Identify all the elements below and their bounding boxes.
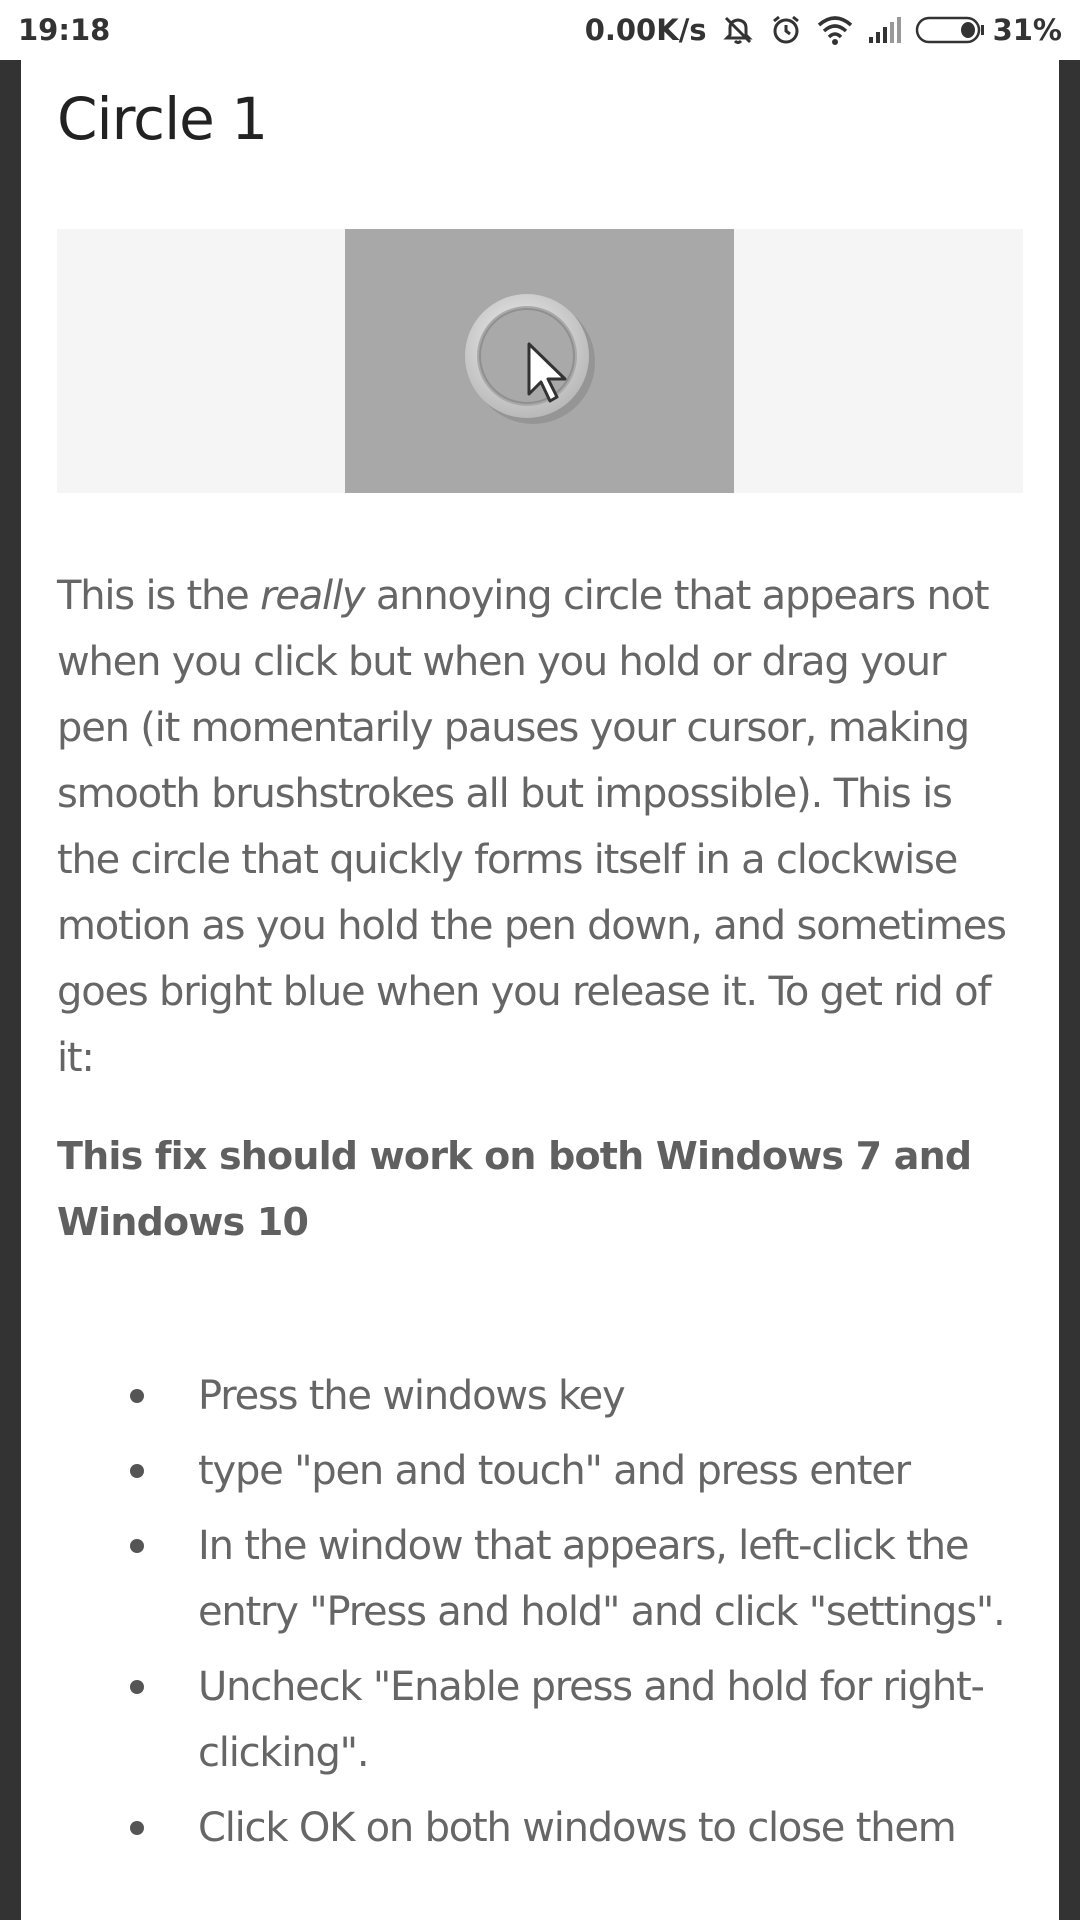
intro-text-before: This is the (57, 573, 261, 619)
press-hold-circle-image (345, 229, 734, 493)
intro-emphasis: really (260, 573, 365, 619)
alarm-icon (769, 13, 803, 47)
list-item: type "pen and touch" and press enter (57, 1438, 1023, 1504)
list-item: Click OK on both windows to close them (57, 1795, 1023, 1861)
status-bar (0, 0, 1080, 60)
status-icons (585, 13, 1062, 47)
signal-icon (867, 15, 901, 45)
fix-steps-list (57, 1363, 1023, 1870)
wifi-icon (817, 14, 853, 46)
section-heading: Circle 1 (57, 85, 268, 153)
status-time: 19:18 (18, 13, 111, 47)
battery-percent: 31% (992, 13, 1062, 47)
list-item: Press the windows key (57, 1363, 1023, 1429)
battery (915, 13, 1062, 47)
compatibility-note: This fix should work on both Windows 7 and Windows 10 (57, 1134, 972, 1244)
article-figure (57, 229, 1023, 493)
list-item: In the window that appears, left-click the entry "Press and hold" and click "settings". (57, 1513, 1023, 1645)
intro-text-after: annoying circle that appears not when you click but when you hold or drag your pen (it momentarily pauses your cursor, making smooth brushstrokes all but impossible). This is the circle that quickly forms itself in a clockwise motion as you hold the pen down, and sometimes goes bright blue when you release it. To get rid of it: (57, 573, 1006, 1081)
battery-icon (915, 15, 985, 45)
article-page (21, 60, 1059, 1920)
mute-icon (721, 13, 755, 47)
list-item: Uncheck "Enable press and hold for right-clicking". (57, 1654, 1023, 1786)
network-speed: 0.00K/s (584, 13, 707, 47)
intro-paragraph (57, 563, 1023, 1091)
